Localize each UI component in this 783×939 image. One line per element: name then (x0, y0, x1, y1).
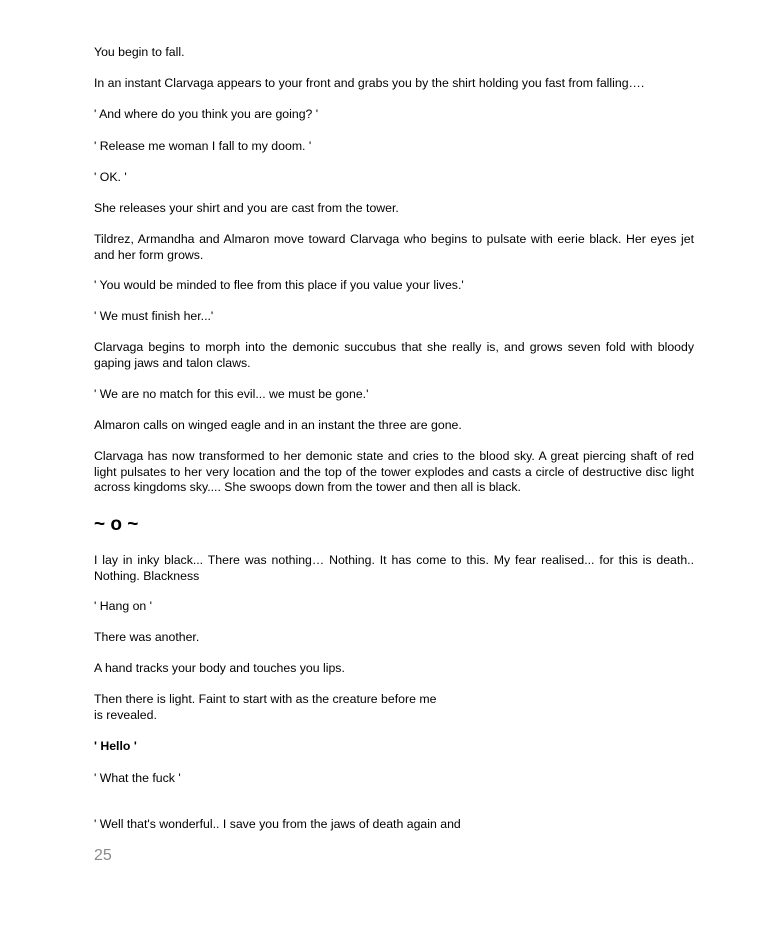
paragraph: ' OK. ' (94, 170, 127, 184)
paragraph: Clarvaga has now transformed to her demonic state and cries to the blood sky. A great piercing shaft of red light pulsates to her very location and the top of the tower explodes and casts a circle of destructive disc light across kingdoms sky.... She swoops down from the tower and then all is black. (94, 449, 694, 494)
paragraph: ' Hello ' (94, 739, 137, 753)
paragraph: ' Hang on ' (94, 599, 153, 613)
paragraph: Then there is light. Faint to start with as the creature before me (94, 692, 437, 706)
paragraph: ' What the fuck ' (94, 771, 181, 785)
paragraph: Almaron calls on winged eagle and in an instant the three are gone. (94, 418, 462, 432)
paragraph: ' Release me woman I fall to my doom. ' (94, 139, 312, 153)
paragraph: ' And where do you think you are going? ' (94, 107, 319, 121)
paragraph: ' You would be minded to flee from this place if you value your lives.' (94, 278, 464, 292)
paragraph: There was another. (94, 630, 200, 644)
page-number: 25 (94, 847, 112, 864)
paragraph: A hand tracks your body and touches you lips. (94, 661, 345, 675)
paragraph: She releases your shirt and you are cast from the tower. (94, 201, 399, 215)
paragraph: is revealed. (94, 708, 157, 722)
paragraph: ' Well that's wonderful.. I save you from the jaws of death again and (94, 817, 461, 831)
paragraph: ' We are no match for this evil... we must be gone.' (94, 387, 369, 401)
paragraph: ' We must finish her...' (94, 309, 214, 323)
paragraph: Clarvaga begins to morph into the demonic succubus that she really is, and grows seven fold with bloody gaping jaws and talon claws. (94, 340, 694, 370)
paragraph: In an instant Clarvaga appears to your front and grabs you by the shirt holding you fast from falling…. (94, 76, 645, 90)
paragraph: You begin to fall. (94, 45, 185, 59)
section-separator: ~ o ~ (94, 514, 139, 535)
paragraph: Tildrez, Armandha and Almaron move toward Clarvaga who begins to pulsate with eerie black. Her eyes jet and her form grows. (94, 232, 694, 262)
paragraph: I lay in inky black... There was nothing… Nothing. It has come to this. My fear realised... for this is death.. Nothing. Blackness (94, 553, 694, 583)
